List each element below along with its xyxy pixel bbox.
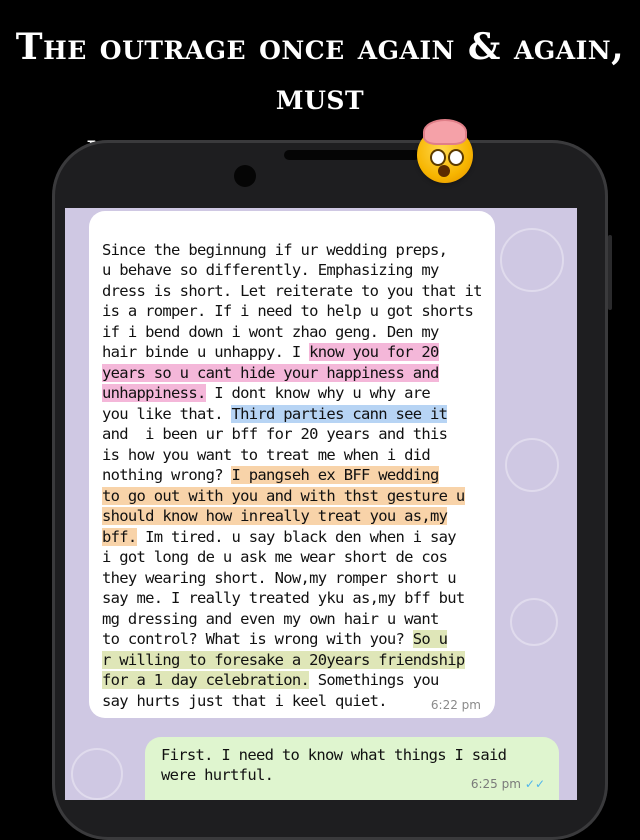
- outgoing-message-bubble[interactable]: [145, 737, 559, 800]
- outgoing-message-text: First. I need to know what things I said were hurtful.: [161, 746, 507, 784]
- msg-segment: Somethings you say hurts just that i keel quiet.: [102, 671, 439, 710]
- msg-segment: and i been ur bff for 20 years and this is how you want to treat me when i did nothing wrong?: [102, 425, 448, 484]
- front-camera-icon: [234, 165, 256, 187]
- wallpaper-doodle: [500, 228, 564, 292]
- outgoing-message-time: 6:25 pm: [470, 777, 521, 791]
- emoji-mouth: [438, 165, 450, 177]
- wallpaper-doodle: [510, 598, 558, 646]
- msg-highlight-orange: I pangseh ex BFF wedding to go out with you and with thst gesture u should know how inreally treat you as,my bff.: [102, 466, 465, 546]
- msg-segment: Since the beginnung if ur wedding preps, u behave so differently. Emphasizing my dress is short. Let reiterate to you that it is a romper. If i need to help u got shorts if i bend down i wont zhao geng. Den my hair binde u unhappy. I: [102, 240, 482, 361]
- emoji-eye: [430, 149, 446, 166]
- emoji-eye: [448, 149, 464, 166]
- incoming-message-time: 6:22 pm: [430, 698, 481, 712]
- caption-line-1: The outrage once again & again, must: [15, 26, 625, 118]
- side-button: [608, 235, 612, 310]
- msg-highlight-blue: Third parties cann see it: [231, 404, 448, 423]
- msg-highlight-pink: know you for 20 years so u cant hide your happiness and unhappiness.: [102, 343, 439, 402]
- outgoing-message-meta: [471, 777, 545, 791]
- speaker-grille: [284, 150, 420, 160]
- incoming-message-text: [102, 219, 483, 711]
- chat-screen[interactable]: [65, 208, 577, 800]
- emoji-brain: [423, 119, 467, 145]
- incoming-message-bubble[interactable]: [89, 211, 495, 718]
- exploding-head-emoji-icon: [417, 127, 473, 183]
- read-receipt-icon: ✓✓: [524, 777, 545, 791]
- msg-segment: I dont know why u why are you like that.: [102, 384, 431, 423]
- wallpaper-doodle: [71, 748, 123, 800]
- wallpaper-doodle: [505, 438, 559, 492]
- msg-segment: Im tired. u say black den when i say i got long de u ask me wear short de cos they wearing short. Now,my romper short u say me. I really treated yku as,my bff but mg dressing and even my own hair u want to control? What is wrong with you?: [102, 527, 465, 648]
- msg-highlight-green: So u r willing to foresake a 20years friendship for a 1 day celebration.: [102, 630, 465, 689]
